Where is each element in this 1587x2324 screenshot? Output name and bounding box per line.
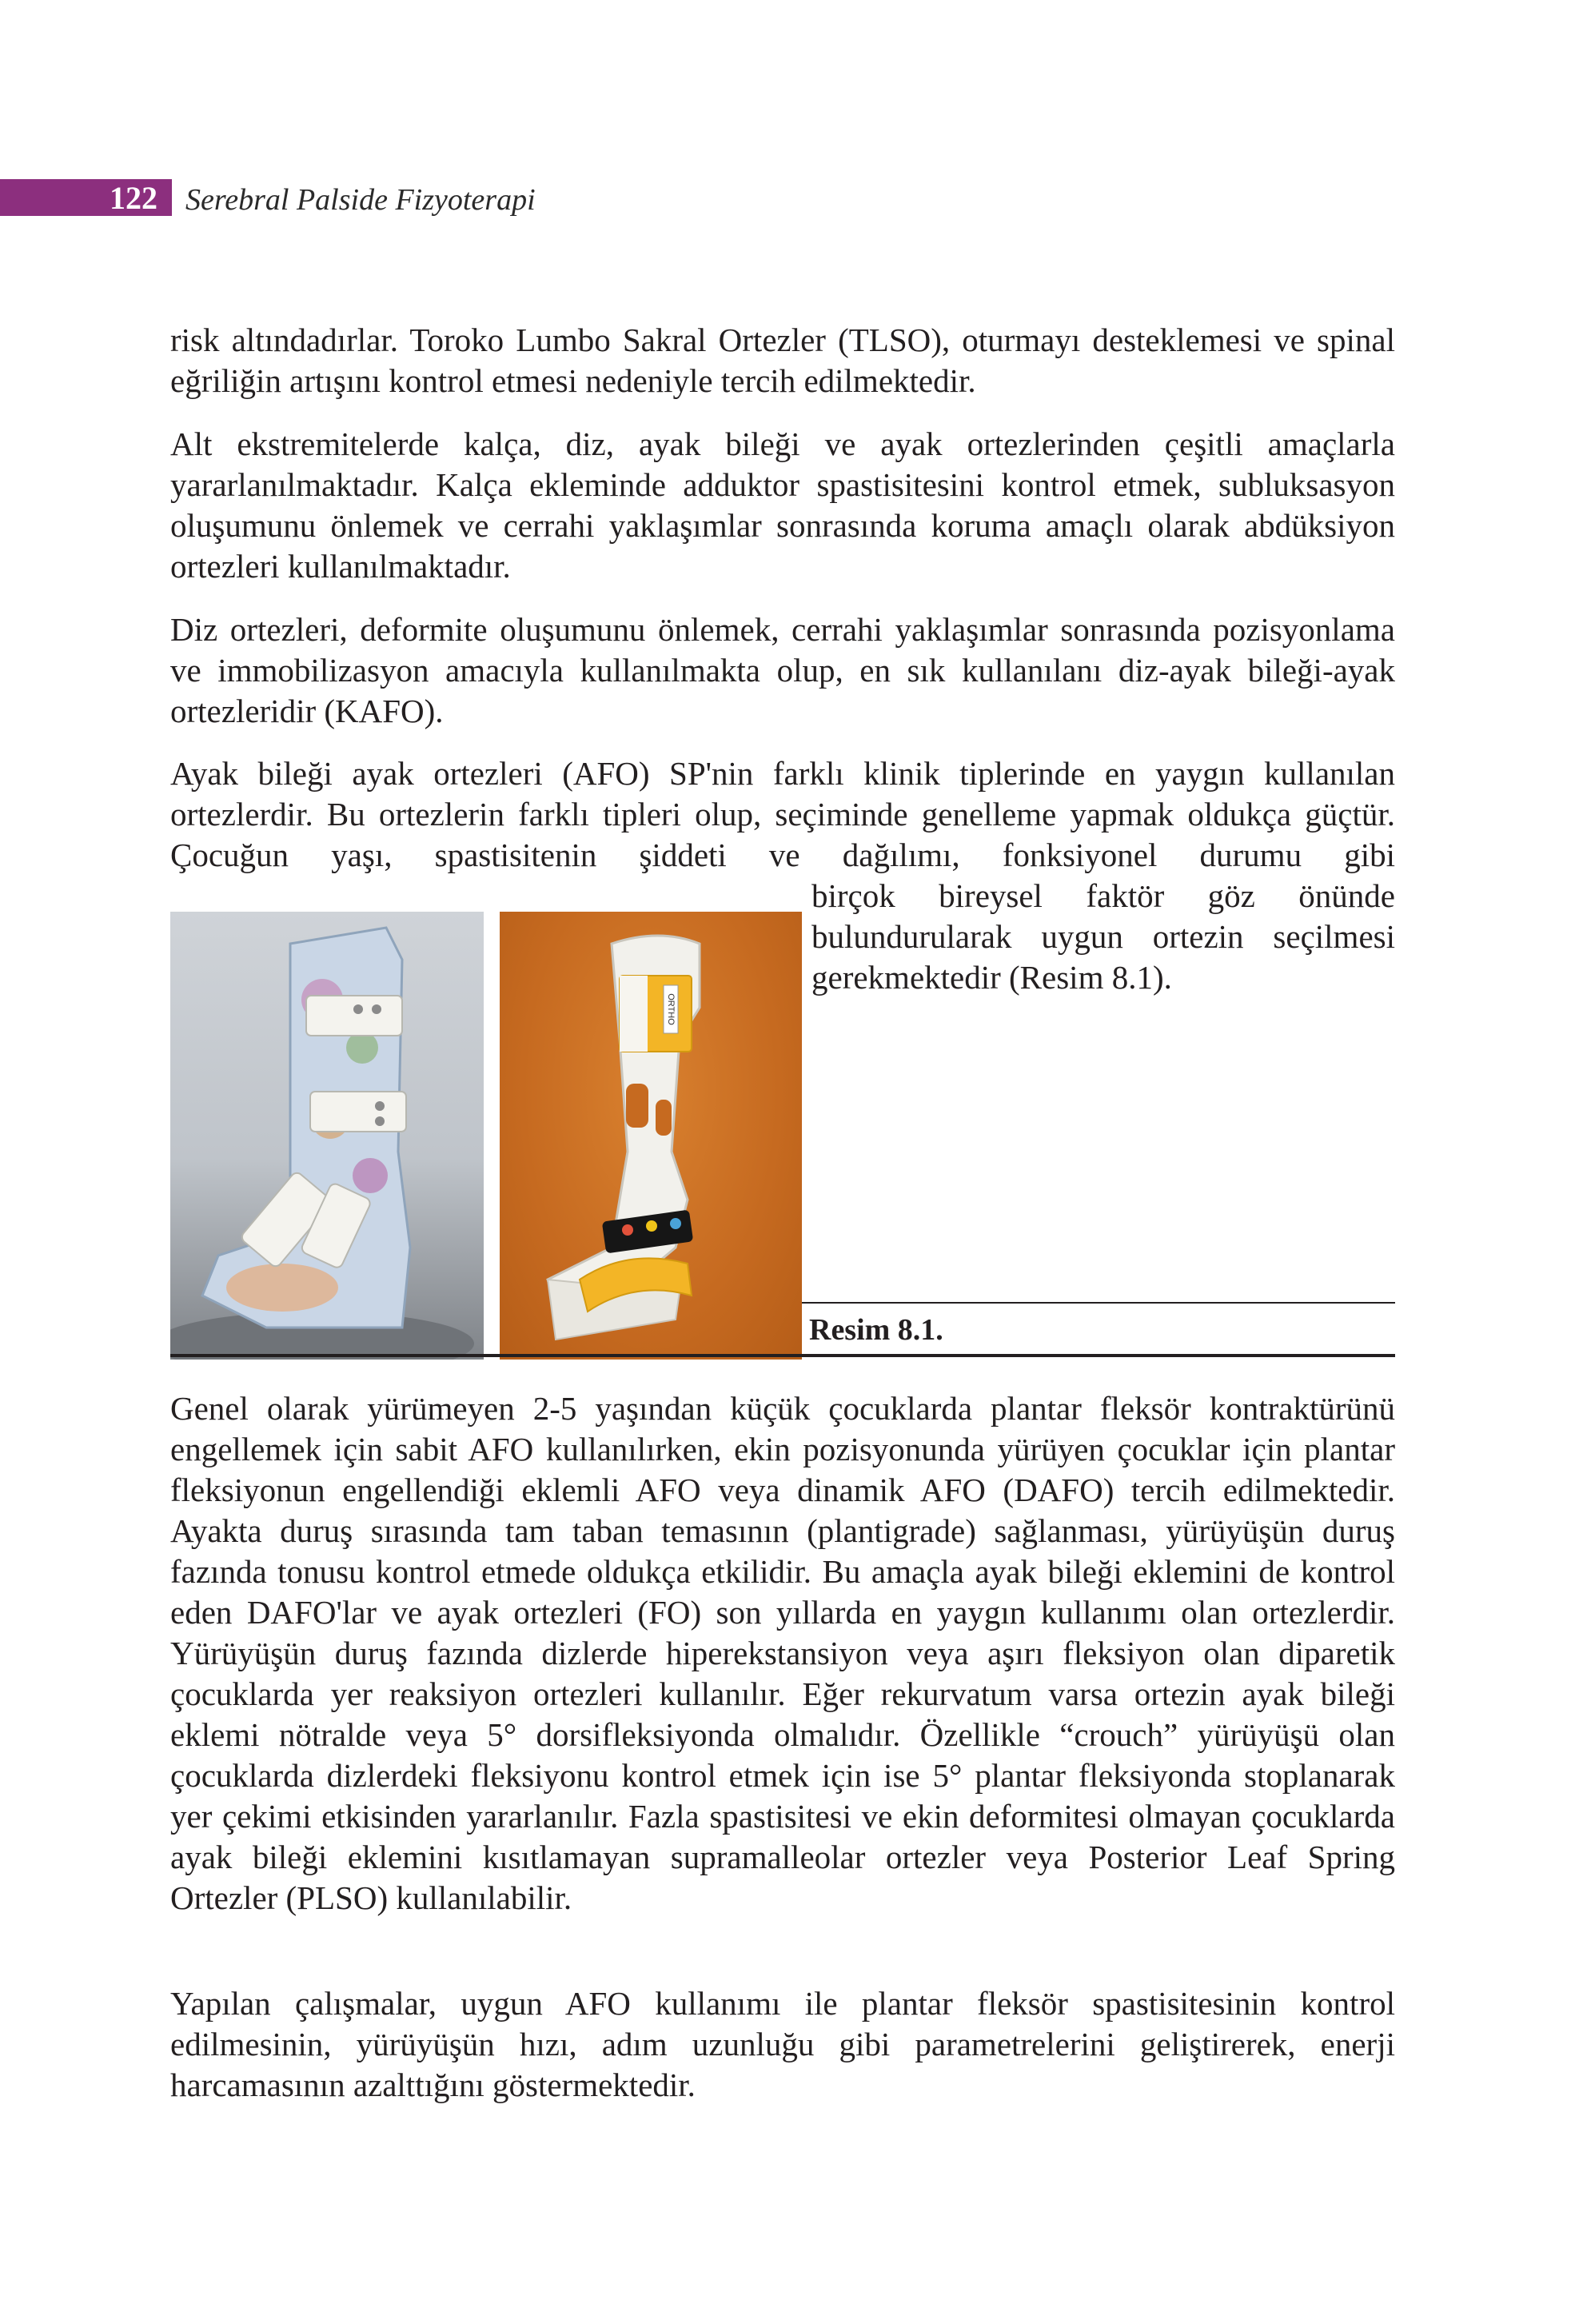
paragraph-1: risk altındadırlar. Toroko Lumbo Sakral Ortezler (TLSO), oturmayı desteklemesi ve spinal eğriliğin artışını kontrol etmesi nedeniyle tercih edilmektedir. <box>170 321 1395 399</box>
running-title: Serebral Palside Fizyoterapi <box>185 183 536 217</box>
white-afo-photo <box>500 912 802 1360</box>
paragraph-3: Diz ortezleri, deformite oluşumunu önlemek, cerrahi yaklaşımlar sonrasında pozisyonlama ve immobilizasyon amacıyla kullanılmakta olup, en sık kullanılanı diz-ayak bileği-ayak ortezleridir (KAFO). <box>170 611 1395 729</box>
paragraph-4: Ayak bileği ayak ortezleri (AFO) SP'nin farklı klinik tiplerinde en yaygın kullanılan ortezlerdir. Bu ortezlerin farklı tipleri olup, seçiminde genelleme yapmak oldukça güçtür. Çocuğun yaşı, spastisitenin şiddeti ve dağılımı, fonksiyonel durumu gibi <box>170 755 1395 873</box>
paragraph-2: Alt ekstremitelerde kalça, diz, ayak bileği ve ayak ortezlerinden çeşitli amaçlarla yararlanılmaktadır. Kalça ekleminde adduktor spastisitesini kontrol etmek, subluksasyon oluşumunu önlemek ve cerrahi yaklaşımlar sonrasında koruma amaçlı olarak abdüksiyon ortezleri kullanılmaktadır. <box>170 425 1395 585</box>
patterned-afo-illustration <box>170 912 484 1360</box>
paragraph-5: Genel olarak yürümeyen 2-5 yaşından küçük çocuklarda plantar fleksör kontraktürünü engellemek için sabit AFO kullanılırken, ekin pozisyonunda yürüyen çocuklar için plantar fleksiyonun engellendiği eklemli AFO veya dinamik AFO (DAFO) tercih edilmektedir. Ayakta duruş sırasında tam taban temasının (plantigrade) sağlanması, yürüyüşün duruş fazında tonusu kontrol etmede oldukça etkilidir. Bu amaçla ayak bileği eklemini de kontrol eden DAFO'lar ve ayak ortezleri (FO) son yıllarda en yaygın kullanımı olan ortezlerdir. Yürüyüşün duruş fazında dizlerde hiperekstansiyon veya aşırı fleksiyon olan diparetik çocuklarda yer reaksiyon ortezleri kullanılır. Eğer rekurvatum varsa ortezin ayak bileği eklemi nötralde veya 5° dorsifleksiyonda olmalıdır. Özellikle “crouch” yürüyüşü olan çocuklarda dizlerdeki fleksiyonu kontrol etmek için ise 5° plantar fleksiyonda stoplanarak yer çekimi etkisinden yararlanılır. Fazla spastisitesi ve ekin deformitesi olmayan çocuklarda ayak bileği eklemini kısıtlamayan supramalleolar ortezler veya Posterior Leaf Spring Ortezler (PLSO) kullanılabilir. <box>170 1390 1395 1916</box>
page-number: 122 <box>110 180 158 216</box>
strap-label: ORTHO <box>666 993 676 1025</box>
paragraph-6: Yapılan çalışmalar, uygun AFO kullanımı ile plantar fleksör spastisitesinin kontrol edilmesinin, yürüyüşün hızı, adım uzunluğu gibi parametrelerini geliştirerek, enerji harcamasının azalttığını göstermektedir. <box>170 1985 1395 2103</box>
caption-rule-top <box>802 1302 1395 1304</box>
paragraph-4-wrap: birçok bireysel faktör göz önünde bulundurularak uygun ortezin seçilmesi gerekmektedir (Resim 8.1). <box>811 877 1395 996</box>
figure-resim-8-1 <box>170 912 802 1360</box>
header-accent-bar <box>0 179 172 216</box>
patterned-afo-photo <box>170 912 484 1360</box>
caption-rule-bottom <box>170 1354 1395 1357</box>
white-afo-illustration <box>500 912 802 1360</box>
figure-caption: Resim 8.1. <box>809 1313 943 1347</box>
